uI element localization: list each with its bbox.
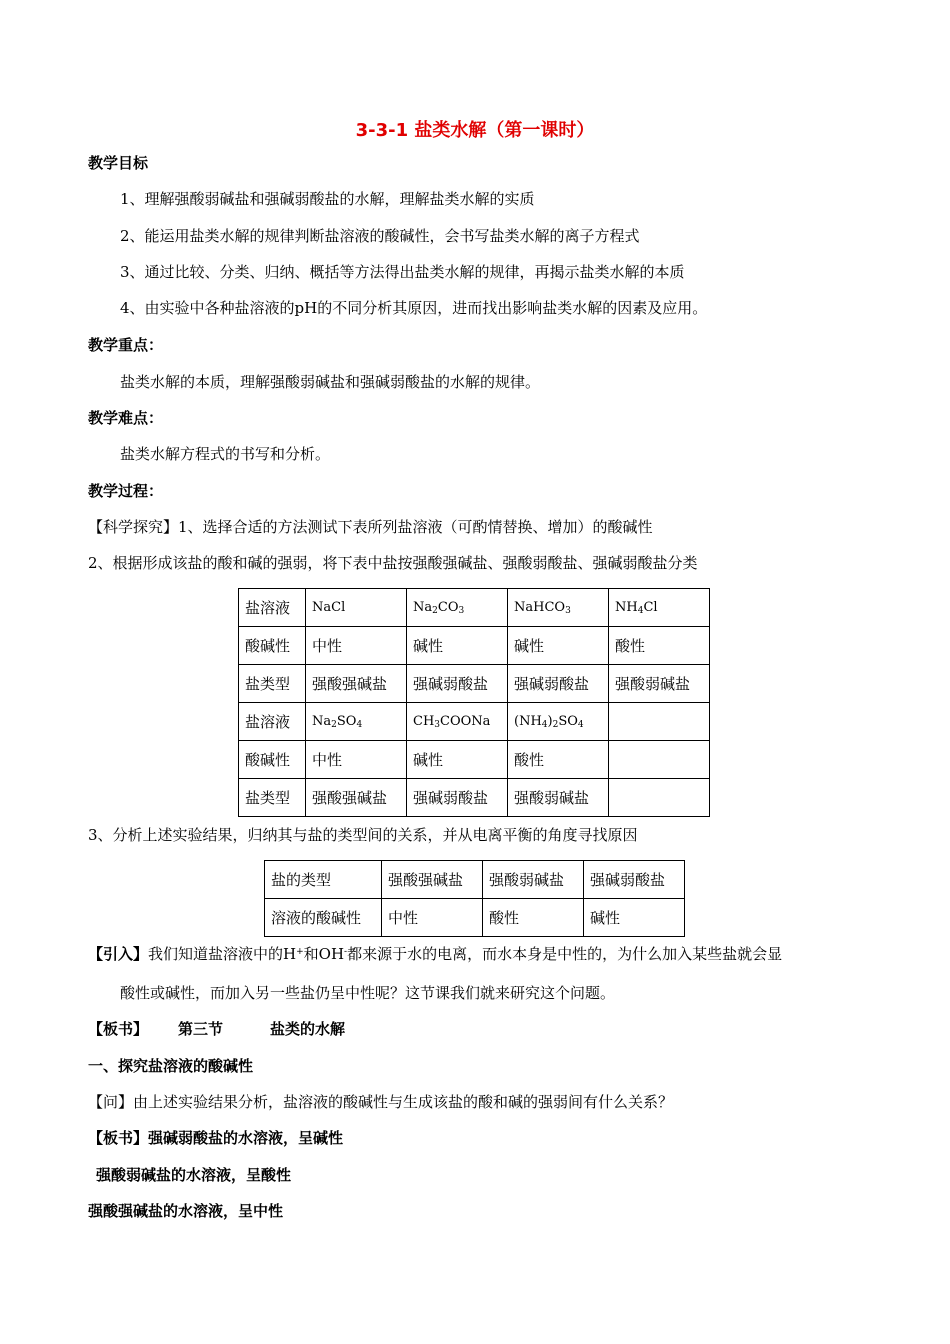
board2-line: 强酸强碱盐的水溶液，呈中性 bbox=[88, 1202, 284, 1220]
table-cell: 酸碱性 bbox=[239, 627, 306, 665]
formula-nacl: NaCl bbox=[306, 589, 407, 627]
formula-na2so4: $Na_2SO_4$ bbox=[306, 703, 407, 741]
table-cell bbox=[609, 741, 710, 779]
table-cell: 强酸弱碱盐 bbox=[609, 665, 710, 703]
intro-text-b: 和OH bbox=[303, 945, 345, 963]
key-points-heading: 教学重点： bbox=[88, 336, 164, 354]
table-cell: 中性 bbox=[382, 899, 483, 937]
table-cell: 盐溶液 bbox=[239, 703, 306, 741]
process-heading: 教学过程： bbox=[88, 482, 164, 500]
table-cell: 强碱弱酸盐 bbox=[508, 665, 609, 703]
table-cell: 中性 bbox=[306, 627, 407, 665]
table-cell: 碱性 bbox=[407, 627, 508, 665]
board2-line: 【板书】强碱弱酸盐的水溶液，呈碱性 bbox=[88, 1129, 344, 1147]
table-row bbox=[265, 861, 685, 899]
difficulties-text: 盐类水解方程式的书写和分析。 bbox=[120, 445, 331, 463]
table-cell: 强酸弱碱盐 bbox=[483, 861, 584, 899]
table-cell: 盐类型 bbox=[239, 665, 306, 703]
table-cell: 中性 bbox=[306, 741, 407, 779]
goal-item: 1、理解强酸弱碱盐和强碱弱酸盐的水解，理解盐类水解的实质 bbox=[120, 190, 535, 208]
table-cell: 强酸强碱盐 bbox=[306, 779, 407, 817]
table-cell: 强酸强碱盐 bbox=[306, 665, 407, 703]
key-points-text: 盐类水解的本质，理解强酸弱碱盐和强碱弱酸盐的水解的规律。 bbox=[120, 373, 541, 391]
goals-heading: 教学目标 bbox=[88, 154, 149, 172]
table-cell: 酸碱性 bbox=[239, 741, 306, 779]
table-cell: 溶液的酸碱性 bbox=[265, 899, 382, 937]
table-cell: 酸性 bbox=[609, 627, 710, 665]
goal-item: 2、能运用盐类水解的规律判断盐溶液的酸碱性，会书写盐类水解的离子方程式 bbox=[120, 227, 640, 245]
difficulties-heading: 教学难点： bbox=[88, 409, 164, 427]
board-section: 第三节 bbox=[178, 1020, 224, 1038]
goal-item: 4、由实验中各种盐溶液的pH的不同分析其原因，进而找出影响盐类水解的因素及应用。 bbox=[120, 299, 708, 317]
table-row bbox=[239, 589, 710, 627]
table-cell: 碱性 bbox=[584, 899, 685, 937]
table-cell: 酸性 bbox=[508, 741, 609, 779]
goal-item: 3、通过比较、分类、归纳、概括等方法得出盐类水解的规律，再揭示盐类水解的本质 bbox=[120, 263, 685, 281]
formula-na2co3: $Na_2CO_3$ bbox=[407, 589, 508, 627]
question-text: 【问】由上述实验结果分析，盐溶液的酸碱性与生成该盐的酸和碱的强弱间有什么关系？ bbox=[88, 1093, 674, 1111]
table-cell: 碱性 bbox=[508, 627, 609, 665]
page-title: 3-3-1 盐类水解（第一课时） bbox=[355, 120, 595, 141]
formula-nh4-2so4: $(NH_4)_2SO_4$ bbox=[508, 703, 609, 741]
table-cell: 酸性 bbox=[483, 899, 584, 937]
table-cell: 强碱弱酸盐 bbox=[407, 779, 508, 817]
formula-nahco3: NaHCO$_3$ bbox=[508, 589, 609, 627]
table-cell bbox=[609, 779, 710, 817]
table-row bbox=[265, 899, 685, 937]
board2-line: 强酸弱碱盐的水溶液，呈酸性 bbox=[96, 1166, 292, 1184]
table-cell: 强碱弱酸盐 bbox=[407, 665, 508, 703]
explore-text: 【科学探究】1、选择合适的方法测试下表所列盐溶液（可酌情替换、增加）的酸碱性 bbox=[88, 518, 653, 536]
table-row bbox=[239, 703, 710, 741]
table-cell: 碱性 bbox=[407, 741, 508, 779]
table-cell: 强酸强碱盐 bbox=[382, 861, 483, 899]
table-cell: 盐溶液 bbox=[239, 589, 306, 627]
step2-text: 2、根据形成该盐的酸和碱的强弱，将下表中盐按强酸强碱盐、强酸弱酸盐、强碱弱酸盐分类 bbox=[88, 554, 698, 572]
table-row bbox=[239, 779, 710, 817]
part1-heading: 一、探究盐溶液的酸碱性 bbox=[88, 1057, 254, 1075]
intro-label: 【引入】 bbox=[88, 945, 149, 963]
minus-superscript: - bbox=[344, 947, 348, 957]
table-row bbox=[239, 741, 710, 779]
step3-text: 3、分析上述实验结果，归纳其与盐的类型间的关系，并从电离平衡的角度寻找原因 bbox=[88, 826, 638, 844]
table-cell: 强酸弱碱盐 bbox=[508, 779, 609, 817]
intro-text-c: 都来源于水的电离，而水本身是中性的，为什么加入某些盐就会显 bbox=[347, 945, 783, 963]
table-row bbox=[239, 665, 710, 703]
intro-line-1 bbox=[88, 942, 782, 964]
board-label: 【板书】 bbox=[88, 1020, 149, 1038]
table-cell: 盐的类型 bbox=[265, 861, 382, 899]
board-topic: 盐类的水解 bbox=[270, 1020, 346, 1038]
formula-nh4cl: $NH_4Cl$ bbox=[609, 589, 710, 627]
table-cell: 强碱弱酸盐 bbox=[584, 861, 685, 899]
table-cell: 盐类型 bbox=[239, 779, 306, 817]
plus-superscript: + bbox=[296, 947, 304, 957]
salt-type-summary-table bbox=[264, 860, 685, 937]
table-row bbox=[239, 627, 710, 665]
intro-line-2: 酸性或碱性，而加入另一些盐仍呈中性呢？这节课我们就来研究这个问题。 bbox=[120, 984, 616, 1002]
formula-ch3coona: $CH_3COONa$ bbox=[407, 703, 508, 741]
table-cell bbox=[609, 703, 710, 741]
salt-classification-table bbox=[238, 588, 710, 817]
intro-text-a: 我们知道盐溶液中的H bbox=[148, 945, 297, 963]
